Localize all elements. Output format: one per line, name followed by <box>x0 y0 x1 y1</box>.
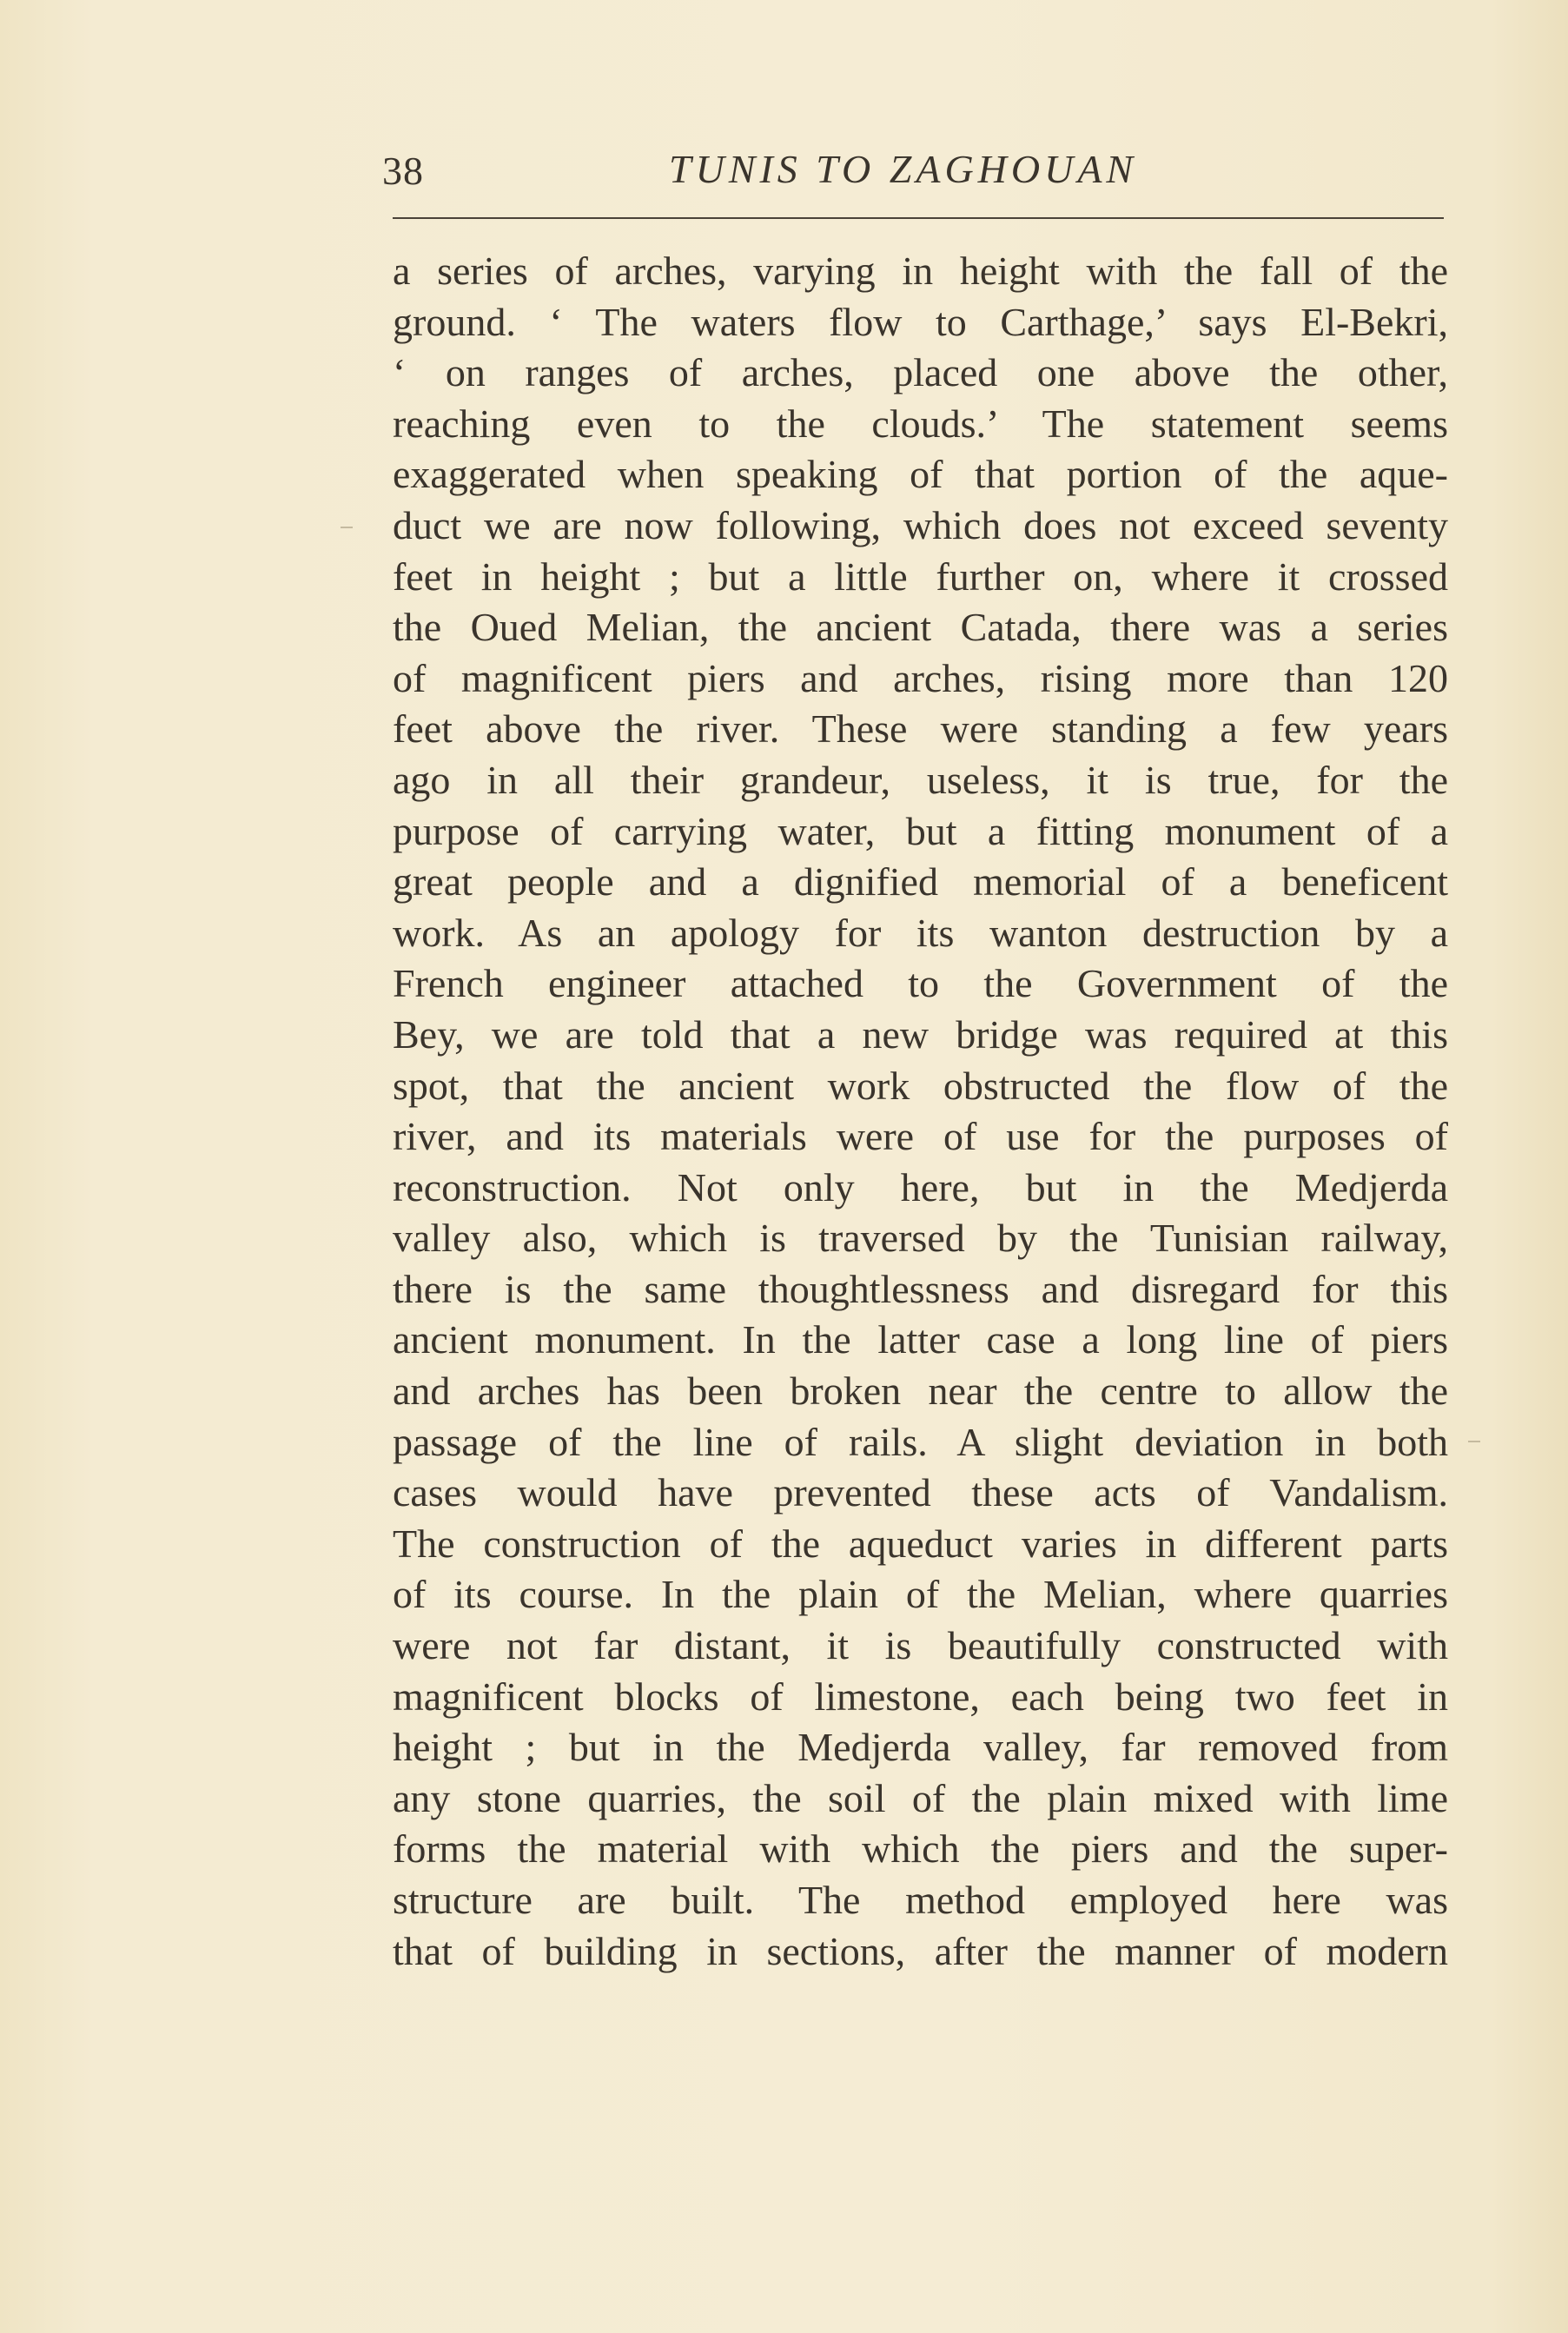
text-line: purpose of carrying water, but a fitting monument of a <box>393 808 1448 853</box>
text-line: there is the same thoughtlessness and disregard for this <box>393 1266 1448 1311</box>
text-line: ancient monument. In the latter case a long line of piers <box>393 1317 1448 1362</box>
margin-speck <box>1468 1441 1480 1442</box>
text-line: were not far distant, it is beautifully constructed with <box>393 1623 1448 1668</box>
text-line: great people and a dignified memorial of a beneficent <box>393 859 1448 905</box>
running-head <box>382 146 1442 202</box>
header-rule <box>393 217 1444 219</box>
text-line: Bey, we are told that a new bridge was required at this <box>393 1011 1448 1057</box>
text-line: river, and its materials were of use for the purposes of <box>393 1114 1448 1159</box>
margin-speck <box>341 527 353 528</box>
text-line: of its course. In the plain of the Melian, where quarries <box>393 1572 1448 1617</box>
text-line: the Oued Melian, the ancient Catada, there was a series <box>393 605 1448 650</box>
page-number: 38 <box>382 149 424 193</box>
text-line: structure are built. The method employed here was <box>393 1878 1448 1922</box>
text-line: height ; but in the Medjerda valley, far removed from <box>393 1725 1448 1770</box>
text-line: reconstruction. Not only here, but in the Medjerda <box>393 1164 1448 1210</box>
text-line: reaching even to the clouds.’ The statement seems <box>393 401 1448 446</box>
text-line: that of building in sections, after the manner of modern <box>393 1928 1448 1973</box>
text-line: The construction of the aqueduct varies in different parts <box>393 1521 1448 1566</box>
text-line: valley also, which is traversed by the Tunisian railway, <box>393 1216 1448 1261</box>
text-line: spot, that the ancient work obstructed the flow of the <box>393 1063 1448 1108</box>
text-line: cases would have prevented these acts of Vandalism. <box>393 1470 1448 1515</box>
text-line: magnificent blocks of limestone, each being two feet in <box>393 1674 1448 1719</box>
text-line: duct we are now following, which does not exceed seventy <box>393 502 1448 547</box>
text-line: feet in height ; but a little further on, where it crossed <box>393 553 1448 599</box>
text-line: passage of the line of rails. A slight deviation in both <box>393 1419 1448 1464</box>
text-line: forms the material with which the piers and the super- <box>393 1826 1448 1872</box>
page-heading: TUNIS TO ZAGHOUAN <box>669 147 1138 191</box>
text-line: exaggerated when speaking of that portion of the aque- <box>393 452 1448 497</box>
text-line: ago in all their grandeur, useless, it is true, for the <box>393 757 1448 802</box>
text-line: ‘ on ranges of arches, placed one above the other, <box>393 350 1448 395</box>
text-line: a series of arches, varying in height with the fall of the <box>393 249 1448 293</box>
text-line: work. As an apology for its wanton destruction by a <box>393 910 1448 955</box>
text-line: ground. ‘ The waters flow to Carthage,’ says El-Bekri, <box>393 299 1448 344</box>
text-line: any stone quarries, the soil of the plain mixed with lime <box>393 1775 1448 1820</box>
text-line: of magnificent piers and arches, rising more than 120 <box>393 655 1448 700</box>
body-text <box>393 246 1448 1977</box>
text-line: feet above the river. These were standing a few years <box>393 706 1448 752</box>
text-line: and arches has been broken near the centre to allow the <box>393 1369 1448 1414</box>
text-line: French engineer attached to the Government of the <box>393 961 1448 1006</box>
